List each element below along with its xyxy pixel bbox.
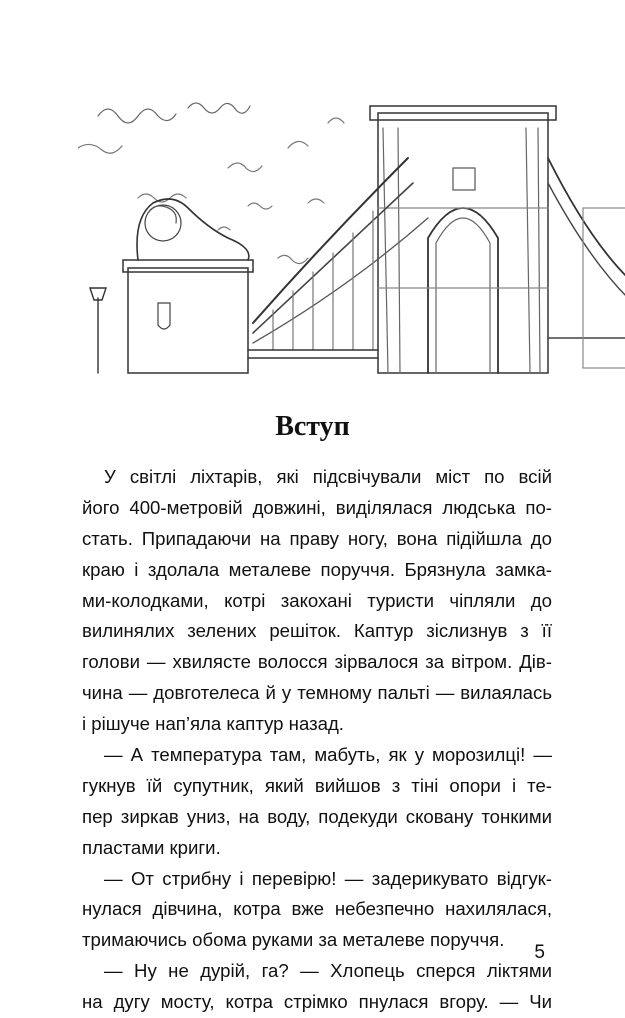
text-line: голови — хвилясте волосся зірвалося за вітром. Дів- [82, 651, 552, 673]
text-line: пер зиркав униз, на воду, подекуди сковану тонкими [82, 805, 552, 827]
page-number: 5 [534, 942, 545, 963]
text-line: нулася дівчина, котра вже небезпечно нахилялася, [82, 898, 552, 920]
text-line: тримаючись обома руками за металеве поруччя. [82, 929, 505, 951]
text-line: — А температура там, мабуть, як у морозилці! — [104, 744, 552, 766]
body-text [82, 462, 552, 1018]
text-line: У світлі ліхтарів, які підсвічували міст по всій [104, 466, 552, 487]
text-line: — От стрибну і перевірю! — задерикувато відгук- [104, 867, 552, 889]
text-line: вилинялих зелених решіток. Каптур зіслизнув з її [82, 620, 552, 642]
text-line: краю і здолала металеве поруччя. Брязнула замка- [82, 558, 552, 580]
chapter-title: Вступ [275, 411, 350, 442]
text-line: чина — довготелеса й у темному пальті — вилаялась [82, 682, 552, 704]
text-line: і рішуче нап’яла каптур назад. [82, 713, 344, 735]
text-line: на дугу мосту, котра стрімко пнулася вгору. — Чи [82, 991, 552, 1013]
text-line: пластами криги. [82, 836, 221, 858]
text-line: — Ну не дурій, га? — Хлопець сперся ліктями [104, 960, 552, 982]
text-line: ми-колодками, котрі закохані туристи чіпляли до [82, 589, 552, 611]
chain-bridge-illustration [78, 88, 625, 378]
text-line: його 400-метровій довжині, виділялася людська по- [82, 496, 552, 518]
text-line: гукнув їй супутник, який вийшов з тіні опори і те- [82, 774, 552, 796]
text-line: стать. Припадаючи на праву ногу, вона підійшла до [82, 527, 552, 549]
